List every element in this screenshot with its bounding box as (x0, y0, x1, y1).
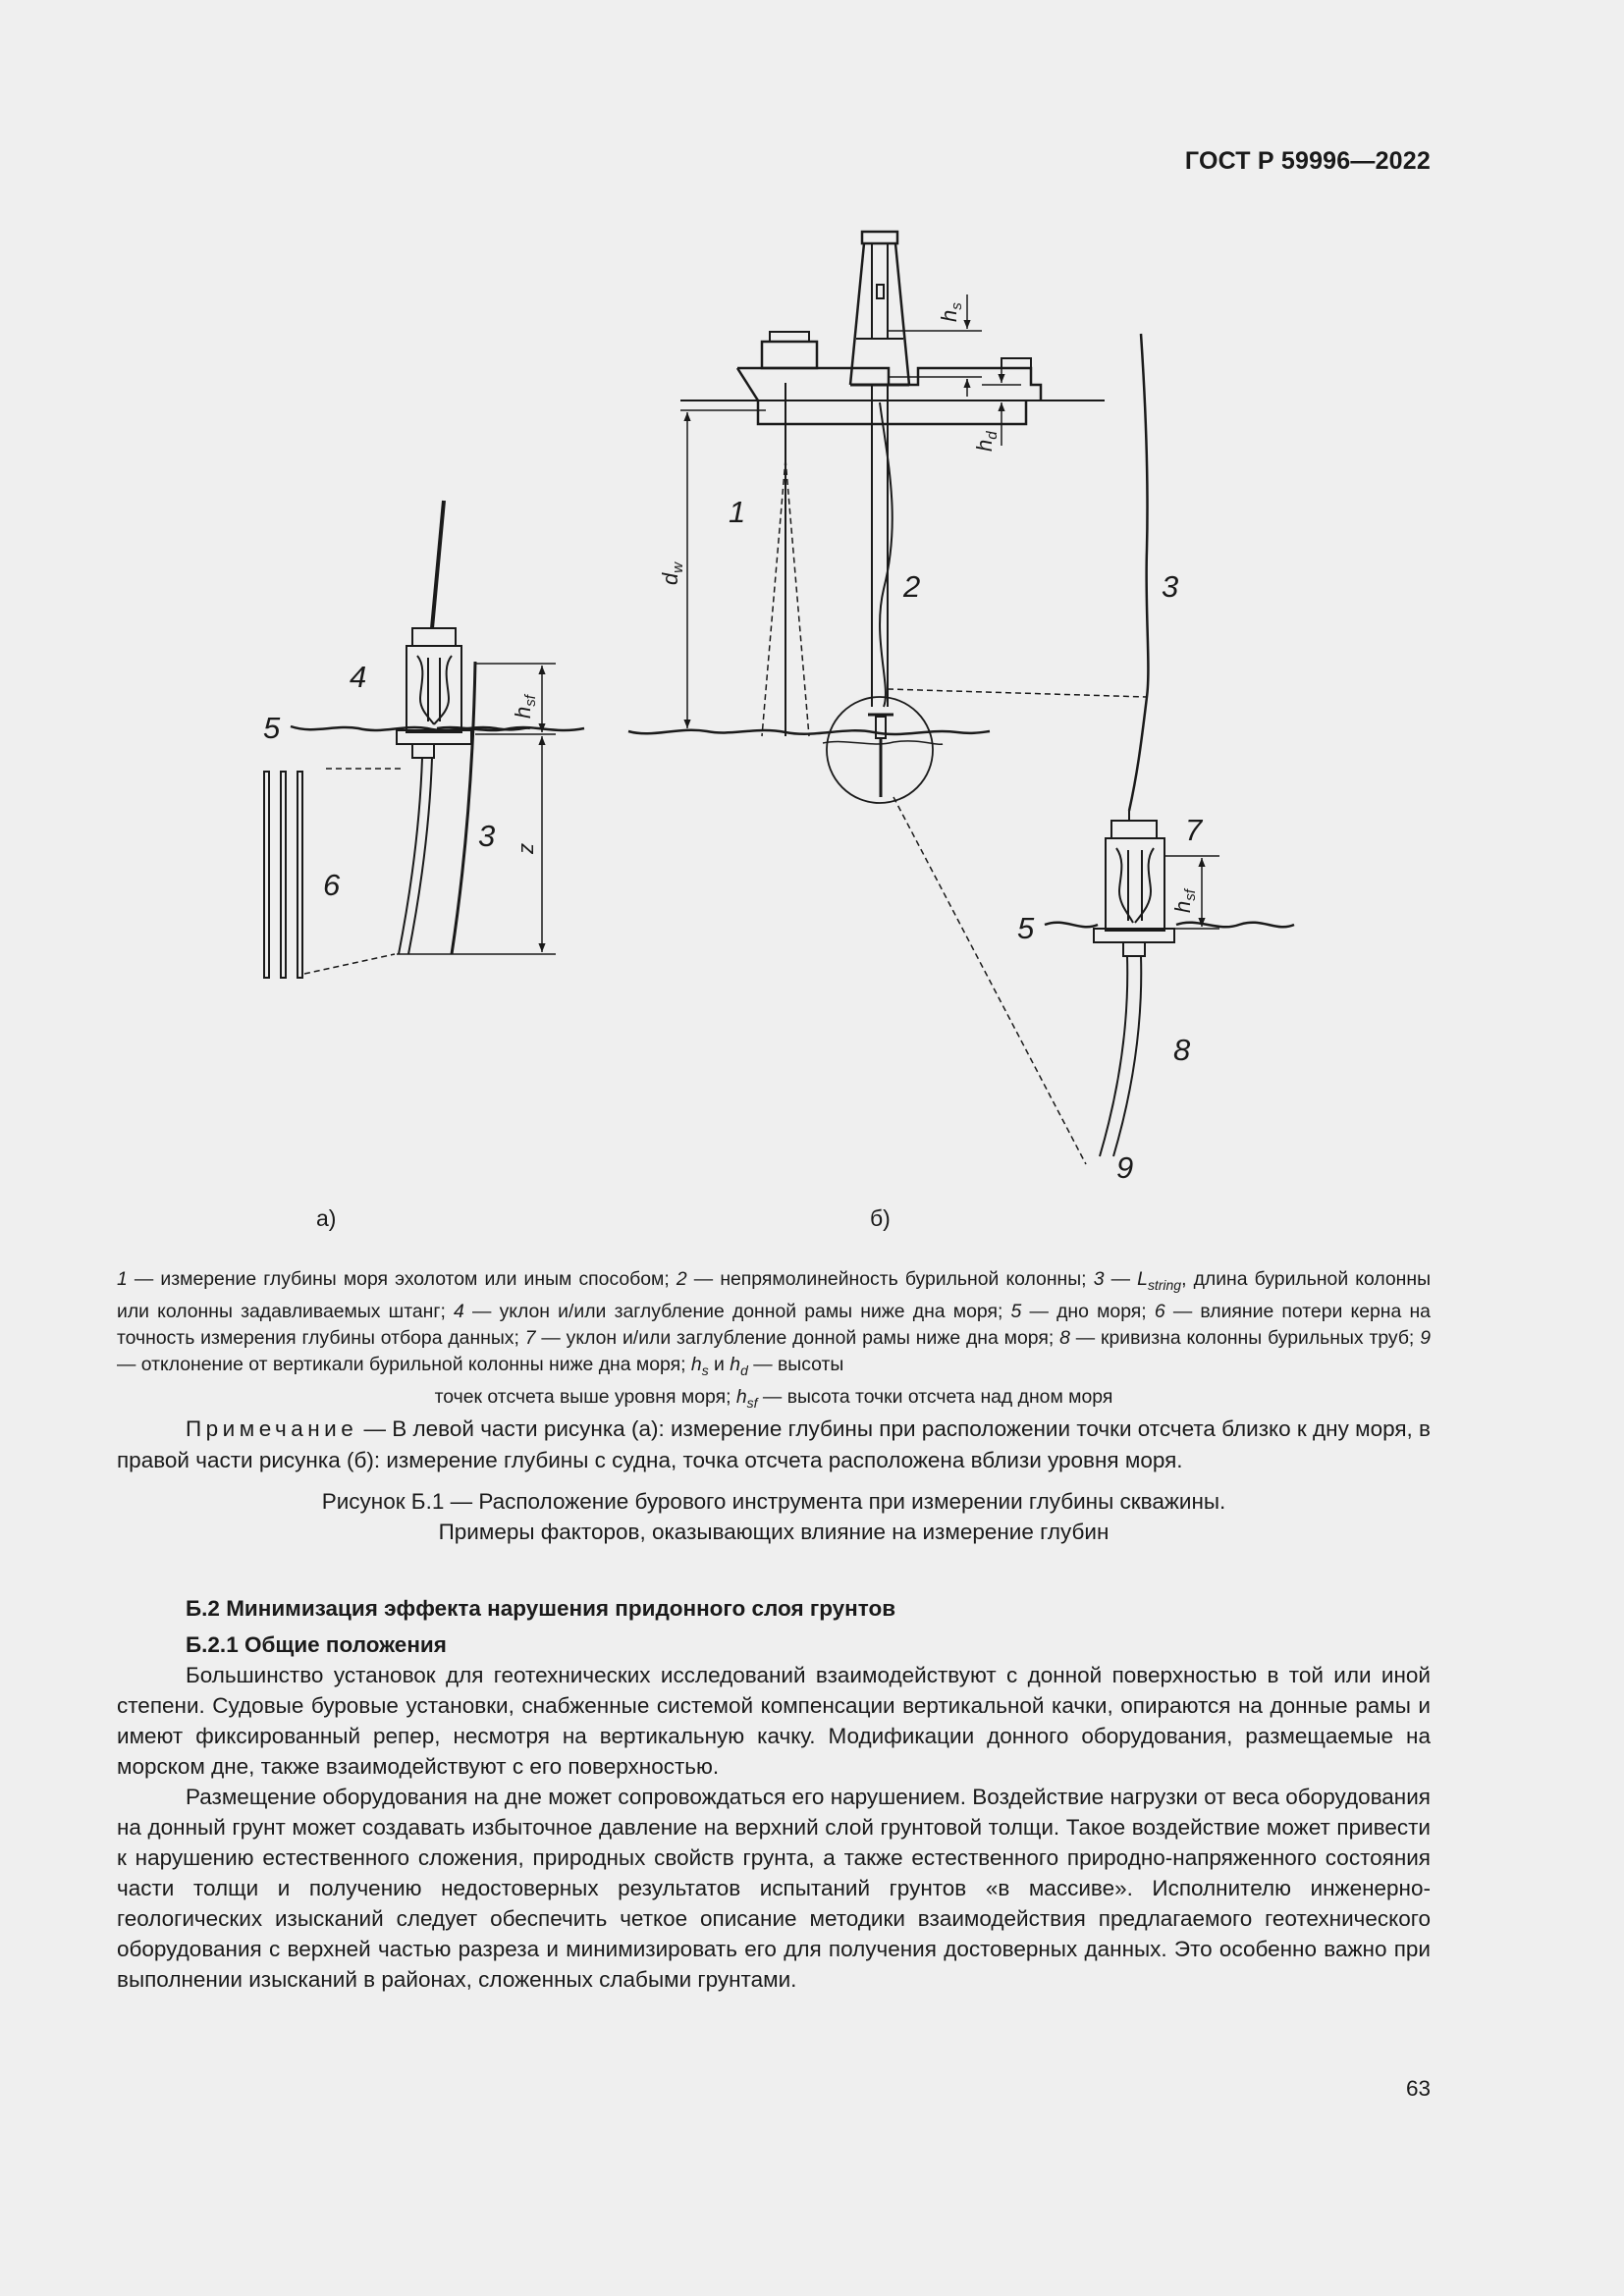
dim-b-hsf: $h_{sf}$ (1170, 889, 1199, 913)
paragraph-1: Большинство установок для геотехнических исследований взаимодействуют с донной поверхностью в той или иной степени. Судовые буровые установки, снабженные системой компенсации вертикальной качки, опираются на донные рамы и имеют фиксированный репер, несмотря на вертикальную качку. Модификации донного оборудования, размещаемые на морском дне, также взаимодействуют с его поверхностью. (117, 1663, 1431, 1779)
callout-3a: 3 (478, 819, 496, 853)
callout-2: 2 (903, 569, 921, 604)
ship-bridge (762, 342, 817, 368)
document-header: ГОСТ Р 59996—2022 (1184, 147, 1431, 175)
callout-8: 8 (1173, 1033, 1191, 1067)
panel-a-core-columns (264, 772, 302, 978)
figure-note (117, 1414, 1431, 1476)
panel-a-bottom-frame (397, 628, 471, 758)
panel-a-label: а) (316, 1205, 337, 1231)
panel-b-seabed (628, 730, 990, 734)
note-text: — В левой части рисунка (а): измерение глубины при расположении точки отсчета близко к дну моря, в правой части рисунка (б): измерение глубины с судна, точка отсчета расположена вблизи уровня моря. (117, 1416, 1431, 1472)
panel-a-drawing (264, 501, 584, 978)
section-heading: Б.2 Минимизация эффекта нарушения придонного слоя грунтов (186, 1596, 896, 1621)
panel-b-drawing (628, 232, 1294, 1164)
panel-a-wire (432, 501, 444, 628)
callout-4: 4 (350, 660, 367, 694)
subsection-heading: Б.2.1 Общие положения (186, 1632, 447, 1657)
dim-a-hsf: $h_{sf}$ (511, 695, 539, 719)
caption-line-1: Рисунок Б.1 — Расположение бурового инструмента при измерении глубины скважины. (321, 1489, 1226, 1514)
dim-b-hs: $h_s$ (937, 302, 965, 322)
dim-a-z: z (514, 843, 538, 854)
panel-b-label: б) (870, 1205, 891, 1231)
callout-6: 6 (323, 868, 341, 902)
derrick (850, 232, 909, 385)
section-b2 (117, 1593, 1431, 1995)
panel-a-string-3 (452, 662, 475, 954)
note-label: Примечание (186, 1416, 358, 1441)
callout-7: 7 (1185, 813, 1203, 847)
callout-3b: 3 (1162, 569, 1179, 604)
page-number: 63 (1405, 2076, 1431, 2101)
callout-5a: 5 (263, 711, 281, 745)
callout-9: 9 (1116, 1150, 1134, 1185)
panel-b-bottom-frame (1094, 821, 1174, 956)
figure-caption (117, 1486, 1431, 1547)
callout-5b: 5 (1017, 911, 1035, 945)
panel-b-string-3 (1129, 334, 1148, 811)
paragraph-2: Размещение оборудования на дне может сопровождаться его нарушением. Воздействие нагрузки от веса оборудования на донный грунт может создавать избыточное давление на верхний слой грунтовой толщи. Такое воздействие может привести к нарушению естественного сложения, природных свойств грунта, а также естественного природно-напряженного состояния части толщи и получению недостоверных результатов испытаний грунтов «в массиве». Исполнителю инженерно-геологических изысканий следует обеспечить четкое описание методики взаимодействия предлагаемого геотехнического оборудования с верхней частью разреза и минимизировать его для получения достоверных данных. Это особенно важно при выполнении изысканий в районах, сложенных слабыми грунтами. (117, 1785, 1431, 1992)
dim-b-dw: $d_w$ (658, 561, 686, 585)
dim-b-hd: $h_d$ (972, 431, 1001, 452)
caption-line-2: Примеры факторов, оказывающих влияние на измерение глубин (438, 1520, 1110, 1544)
callout-1: 1 (729, 495, 746, 529)
figure-legend: 1 — измерение глубины моря эхолотом или иным способом; 2 — непрямолинейность бурильной колонны; 3 — $L_{string}$, длина бурильной колонны или колонны задавливаемых штанг; 4 — уклон и/или заглубление донной рамы ниже дна моря; 5 — дно моря; 6 — влияние потери керна на точность измерения глубины отбора данных; 7 — уклон и/или заглубление донной рамы ниже дна моря; 8 — кривизна колонны бурильных труб; 9 — отклонение от вертикали бурильной колонны ниже дна моря; $h_s$ и $h_d$ — высоты точек отсчета выше уровня моря; $h_{sf}$ — высота точки отсчета над дном моря (117, 1268, 1432, 1411)
